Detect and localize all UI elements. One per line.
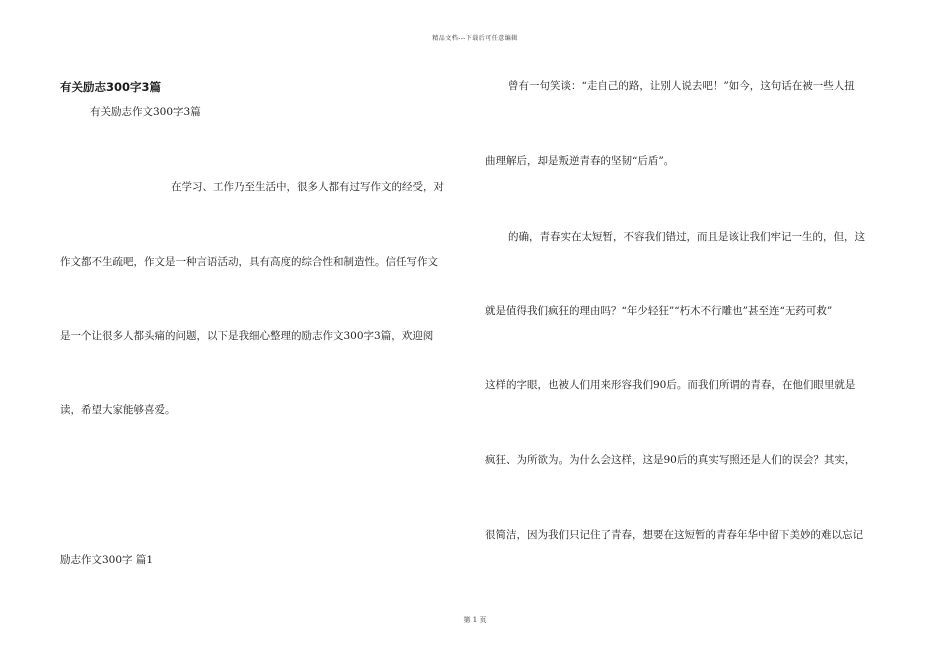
body-line: 疯狂、为所欲为。为什么会这样，这是90后的真实写照还是人们的误会？其实， (485, 454, 856, 466)
section-heading: 励志作文300字 篇1 (60, 554, 154, 566)
body-line: 的确，青春实在太短暂，不容我们错过，而且是该让我们牢记一生的，但，这 (508, 231, 865, 243)
body-line: 很简洁，因为我们只记住了青春，想要在这短暂的青春年华中留下美妙的难以忘记 (485, 529, 863, 541)
body-line: 就是值得我们疯狂的理由吗？“年少轻狂”“朽木不行雕也”甚至连“无药可救” (485, 305, 833, 317)
document-subtitle: 有关励志作文300字3篇 (90, 106, 201, 118)
intro-line: 作文都不生疏吧，作文是一种言语活动，具有高度的综合性和制造性。信任写作文 (60, 256, 438, 268)
body-line: 曾有一句笑谈：“走自己的路，让别人说去吧！”如今，这句话在被一些人扭 (508, 80, 855, 92)
intro-line: 是一个让很多人都头痛的问题，以下是我细心整理的励志作文300字3篇，欢迎阅 (60, 330, 434, 342)
body-line: 这样的字眼，也被人们用来形容我们90后。而我们所谓的青春，在他们眼里就是 (485, 379, 856, 391)
body-line: 曲理解后，却是叛逆青春的坚韧“后盾”。 (485, 155, 675, 167)
page-number: 第 1 页 (463, 616, 487, 624)
document-title: 有关励志300字3篇 (60, 80, 162, 94)
page-header: 精品文档---下载后可任意编辑 (432, 35, 518, 42)
intro-line: 在学习、工作乃至生活中，很多人都有过写作文的经受，对 (171, 181, 444, 193)
intro-line: 读，希望大家能够喜爱。 (60, 404, 176, 416)
